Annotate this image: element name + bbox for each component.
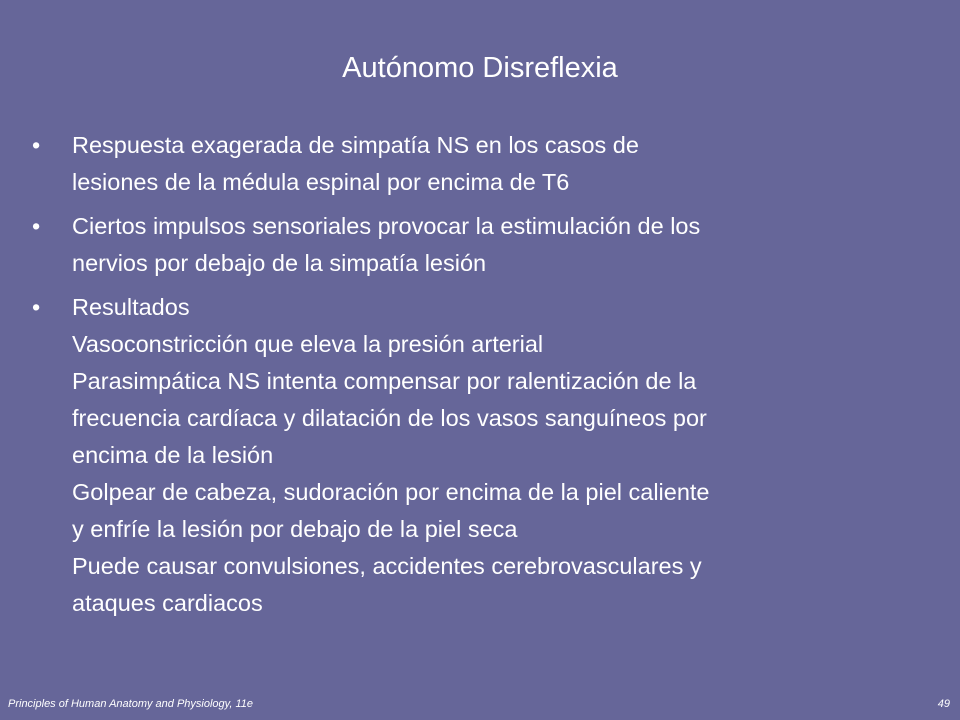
bullet-item-2 xyxy=(32,208,944,282)
bullet-3-line-3: Parasimpática NS intenta compensar por ralentización de la xyxy=(72,368,697,394)
bullet-3-line-5: encima de la lesión xyxy=(72,442,274,468)
bullet-3-line-6: Golpear de cabeza, sudoración por encima de la piel caliente xyxy=(72,479,710,505)
bullet-item-3 xyxy=(32,289,944,622)
bullet-item-1 xyxy=(32,127,944,201)
bullet-1-line-2: lesiones de la médula espinal por encima de T6 xyxy=(72,169,570,195)
bullet-dot: • xyxy=(32,294,41,320)
bullet-3-line-8: Puede causar convulsiones, accidentes cerebrovasculares y xyxy=(72,553,702,579)
slide-title: Autónomo Disreflexia xyxy=(342,52,618,84)
bullet-2-line-1: Ciertos impulsos sensoriales provocar la estimulación de los xyxy=(72,213,701,239)
bullet-dot: • xyxy=(32,132,41,158)
bullet-2-line-2: nervios por debajo de la simpatía lesión xyxy=(72,250,487,276)
bullet-list xyxy=(32,127,944,629)
bullet-3-line-4: frecuencia cardíaca y dilatación de los vasos sanguíneos por xyxy=(72,405,707,431)
bullet-1-line-1: Respuesta exagerada de simpatía NS en los casos de xyxy=(72,132,639,158)
bullet-3-line-9: ataques cardiacos xyxy=(72,590,263,616)
bullet-3-line-2: Vasoconstricción que eleva la presión arterial xyxy=(72,331,544,357)
page-number: 49 xyxy=(937,698,950,710)
bullet-3-line-1: Resultados xyxy=(72,294,190,320)
bullet-dot: • xyxy=(32,213,41,239)
footer-source: Principles of Human Anatomy and Physiology, 11e xyxy=(8,698,253,710)
bullet-3-line-7: y enfríe la lesión por debajo de la piel seca xyxy=(72,516,518,542)
